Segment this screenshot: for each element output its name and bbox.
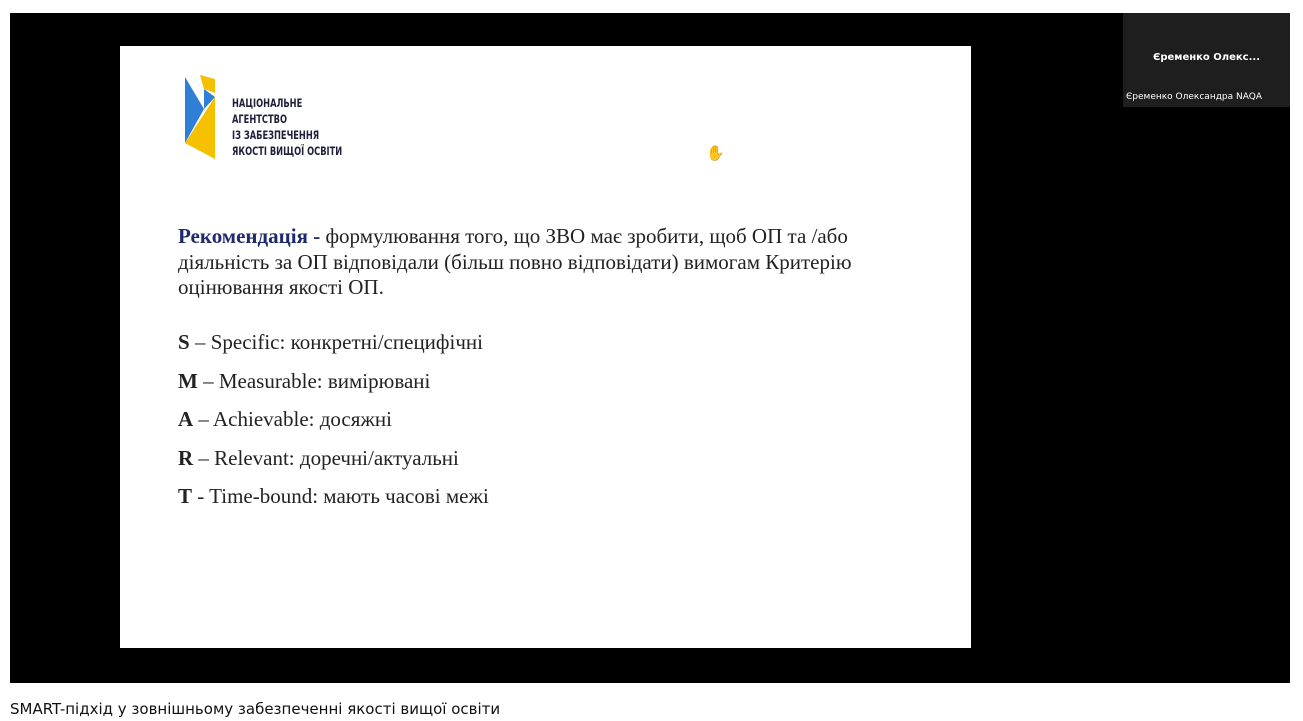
participant-tile-name: Єременко Олекс... (1152, 52, 1260, 63)
logo-line: ІЗ ЗАБЕЗПЕЧЕННЯ (232, 128, 320, 142)
list-item (178, 330, 489, 369)
logo-line: АГЕНТСТВО (232, 112, 288, 126)
naqa-logo (182, 75, 362, 165)
smart-text: Achievable: досяжні (213, 407, 392, 431)
smart-text: Measurable: вимірювані (218, 368, 431, 393)
smart-separator: – (193, 445, 215, 470)
participant-video-tile[interactable] (1123, 13, 1290, 107)
participant-name-label: Єременко Олександра NAQA (1126, 92, 1262, 102)
smart-letter: M (178, 368, 198, 393)
logo-line: НАЦІОНАЛЬНЕ (232, 96, 303, 110)
definition-text: формулювання того, що ЗВО має зробити, щоб ОП та /або діяльність за ОП відповідали (більш повно відповідати) вимогам Критерію оцінювання якості ОП. (178, 224, 852, 299)
video-player[interactable] (10, 13, 1290, 683)
hand-pointer-icon: ✋ (706, 144, 725, 162)
recommendation-definition (178, 224, 918, 301)
smart-letter: S (178, 330, 190, 354)
logo-line: ЯКОСТІ ВИЩОЇ ОСВІТИ (232, 144, 343, 158)
smart-separator: – (197, 368, 219, 393)
smart-letter: A (178, 407, 194, 431)
naqa-emblem-icon (182, 75, 222, 165)
smart-text: Specific: конкретні/специфічні (210, 330, 483, 354)
list-item (178, 369, 489, 408)
smart-criteria-list (178, 330, 489, 523)
list-item (178, 407, 489, 446)
smart-letter: T (178, 484, 193, 508)
smart-text: Relevant: доречні/актуальні (214, 445, 459, 470)
video-title: SMART-підхід у зовнішньому забезпеченні якості вищої освіти (10, 700, 501, 718)
definition-term: Рекомендація (178, 224, 308, 248)
smart-separator: – (189, 330, 211, 354)
smart-letter: R (178, 445, 194, 470)
smart-separator: - (192, 484, 210, 508)
smart-separator: – (193, 407, 214, 431)
list-item (178, 446, 489, 485)
smart-text: Time-bound: мають часові межі (209, 484, 489, 508)
list-item (178, 484, 489, 523)
shared-slide (120, 46, 971, 648)
definition-dash: - (307, 224, 326, 248)
logo-wordmark (232, 95, 342, 159)
